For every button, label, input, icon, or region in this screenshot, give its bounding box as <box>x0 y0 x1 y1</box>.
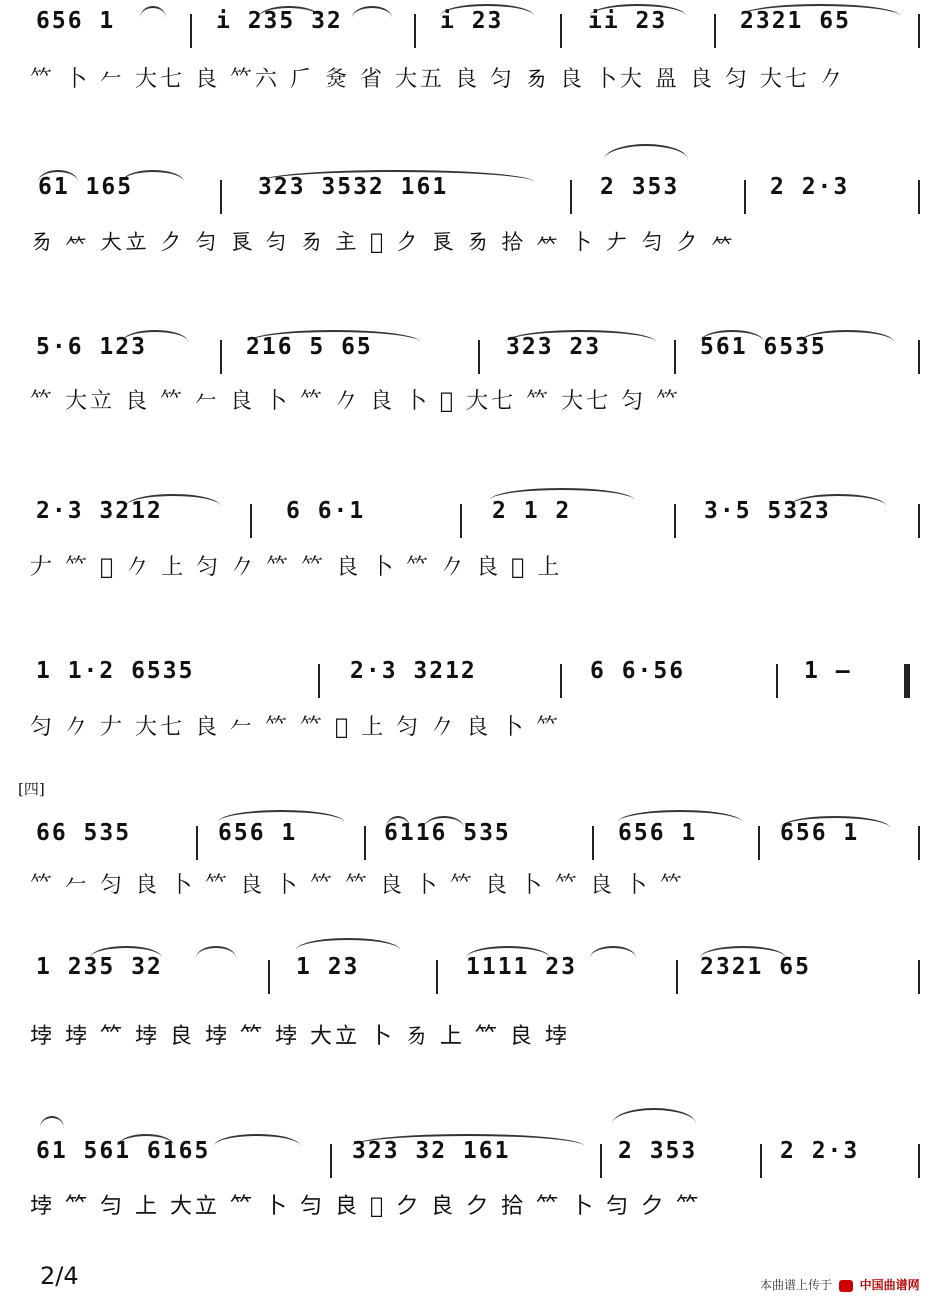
jianzipu-line: 匀 𠂊 𠂇 大七 良 𠂉 𥫗 𥫗 𠂋 上 匀 𠂊 良 卜 𥫗 <box>30 715 562 740</box>
jianpu-line <box>0 326 949 370</box>
measure: 2 1 2 <box>492 498 572 524</box>
jianpu-line <box>0 1130 949 1174</box>
measure: 6 6·56 <box>590 658 686 684</box>
measure: i 23 <box>440 8 504 34</box>
footer-brand: 中国曲谱网 <box>859 1278 920 1292</box>
footer-credit <box>760 1276 920 1293</box>
measure: 5·6 123 <box>36 334 147 360</box>
measure: ii 23 <box>588 8 668 34</box>
measure: 656 1 <box>218 820 298 846</box>
measure: 1111 23 <box>466 954 577 980</box>
measure: 216 5 65 <box>246 334 373 360</box>
measure: 656 1 <box>618 820 698 846</box>
measure: 1 — <box>804 658 852 684</box>
measure: 66 535 <box>36 820 132 846</box>
measure: 2 2·3 <box>770 174 850 200</box>
measure: 2321 65 <box>740 8 851 34</box>
measure: 2321 65 <box>700 954 811 980</box>
measure: 6116 535 <box>384 820 511 846</box>
jianpu-line <box>0 0 949 44</box>
measure: 561 6535 <box>700 334 827 360</box>
jianzipu-line: 𡋯 𡋯 𥫗 𡋯 良 𡋯 𥫗 𡋯 大立 卜 𠃓 上 𥫗 良 𡋯 <box>30 1024 570 1049</box>
measure: 2 353 <box>600 174 680 200</box>
measure: 2 2·3 <box>780 1138 860 1164</box>
jianzipu-line: 𥫗 大立 良 𥫗 𠂉 良 卜 𥫗 𠂊 良 卜 𠂋 大七 𥫗 大七 匀 𥫗 <box>30 389 682 414</box>
site-logo-icon <box>839 1280 853 1292</box>
measure: 1 235 32 <box>36 954 163 980</box>
section-label: [四] <box>18 780 45 798</box>
jianzipu-line: 𠂇 𥫗 𠂋 𠂊 上 匀 𠂊 𥫗 𥫗 良 卜 𥫗 𠂊 良 𠂋 上 <box>30 555 563 580</box>
measure: 61 165 <box>38 174 134 200</box>
jianpu-line <box>0 490 949 534</box>
jianzipu-line: 𠃓 𥫗 大立 𠂊 匀 良 匀 𠃓 主 𠂋 𠂊 良 𠃓 拾 𥫗 卜 𠂇 匀 𠂊 𥫗 <box>30 230 737 255</box>
measure: 2 353 <box>618 1138 698 1164</box>
jianzipu-line: 𥫗 卜 𠂉 大七 良 𥫗六 𠂆 𡕛 省 大五 良 匀 𠃓 良 卜大 𥁕 良 匀 大七 𠂊 <box>30 67 845 92</box>
page-number: 2/4 <box>40 1262 79 1290</box>
measure: 2·3 3212 <box>36 498 163 524</box>
footer-text: 本曲谱上传于 <box>760 1278 833 1292</box>
jianpu-line <box>0 166 949 210</box>
measure: 1 1·2 6535 <box>36 658 195 684</box>
measure: 61 561 6165 <box>36 1138 211 1164</box>
measure: i 235 32 <box>216 8 343 34</box>
jianpu-line <box>0 946 949 990</box>
measure: 656 1 <box>36 8 116 34</box>
measure: 323 3532 161 <box>258 174 449 200</box>
measure: 323 32 161 <box>352 1138 511 1164</box>
jianpu-line <box>0 650 949 694</box>
measure: 6 6·1 <box>286 498 366 524</box>
measure: 656 1 <box>780 820 860 846</box>
measure: 2·3 3212 <box>350 658 477 684</box>
measure: 323 23 <box>506 334 602 360</box>
measure: 3·5 5323 <box>704 498 831 524</box>
jianzipu-line: 𡋯 𥫗 匀 上 大立 𥫗 卜 匀 良 𠂋 𠂊 良 𠂊 拾 𥫗 卜 匀 𠂊 𥫗 <box>30 1194 702 1219</box>
jianpu-line <box>0 812 949 856</box>
measure: 1 23 <box>296 954 360 980</box>
jianzipu-line: 𥫗 𠂉 匀 良 卜 𥫗 良 卜 𥫗 𥫗 良 卜 𥫗 良 卜 𥫗 良 卜 𥫗 <box>30 873 685 898</box>
